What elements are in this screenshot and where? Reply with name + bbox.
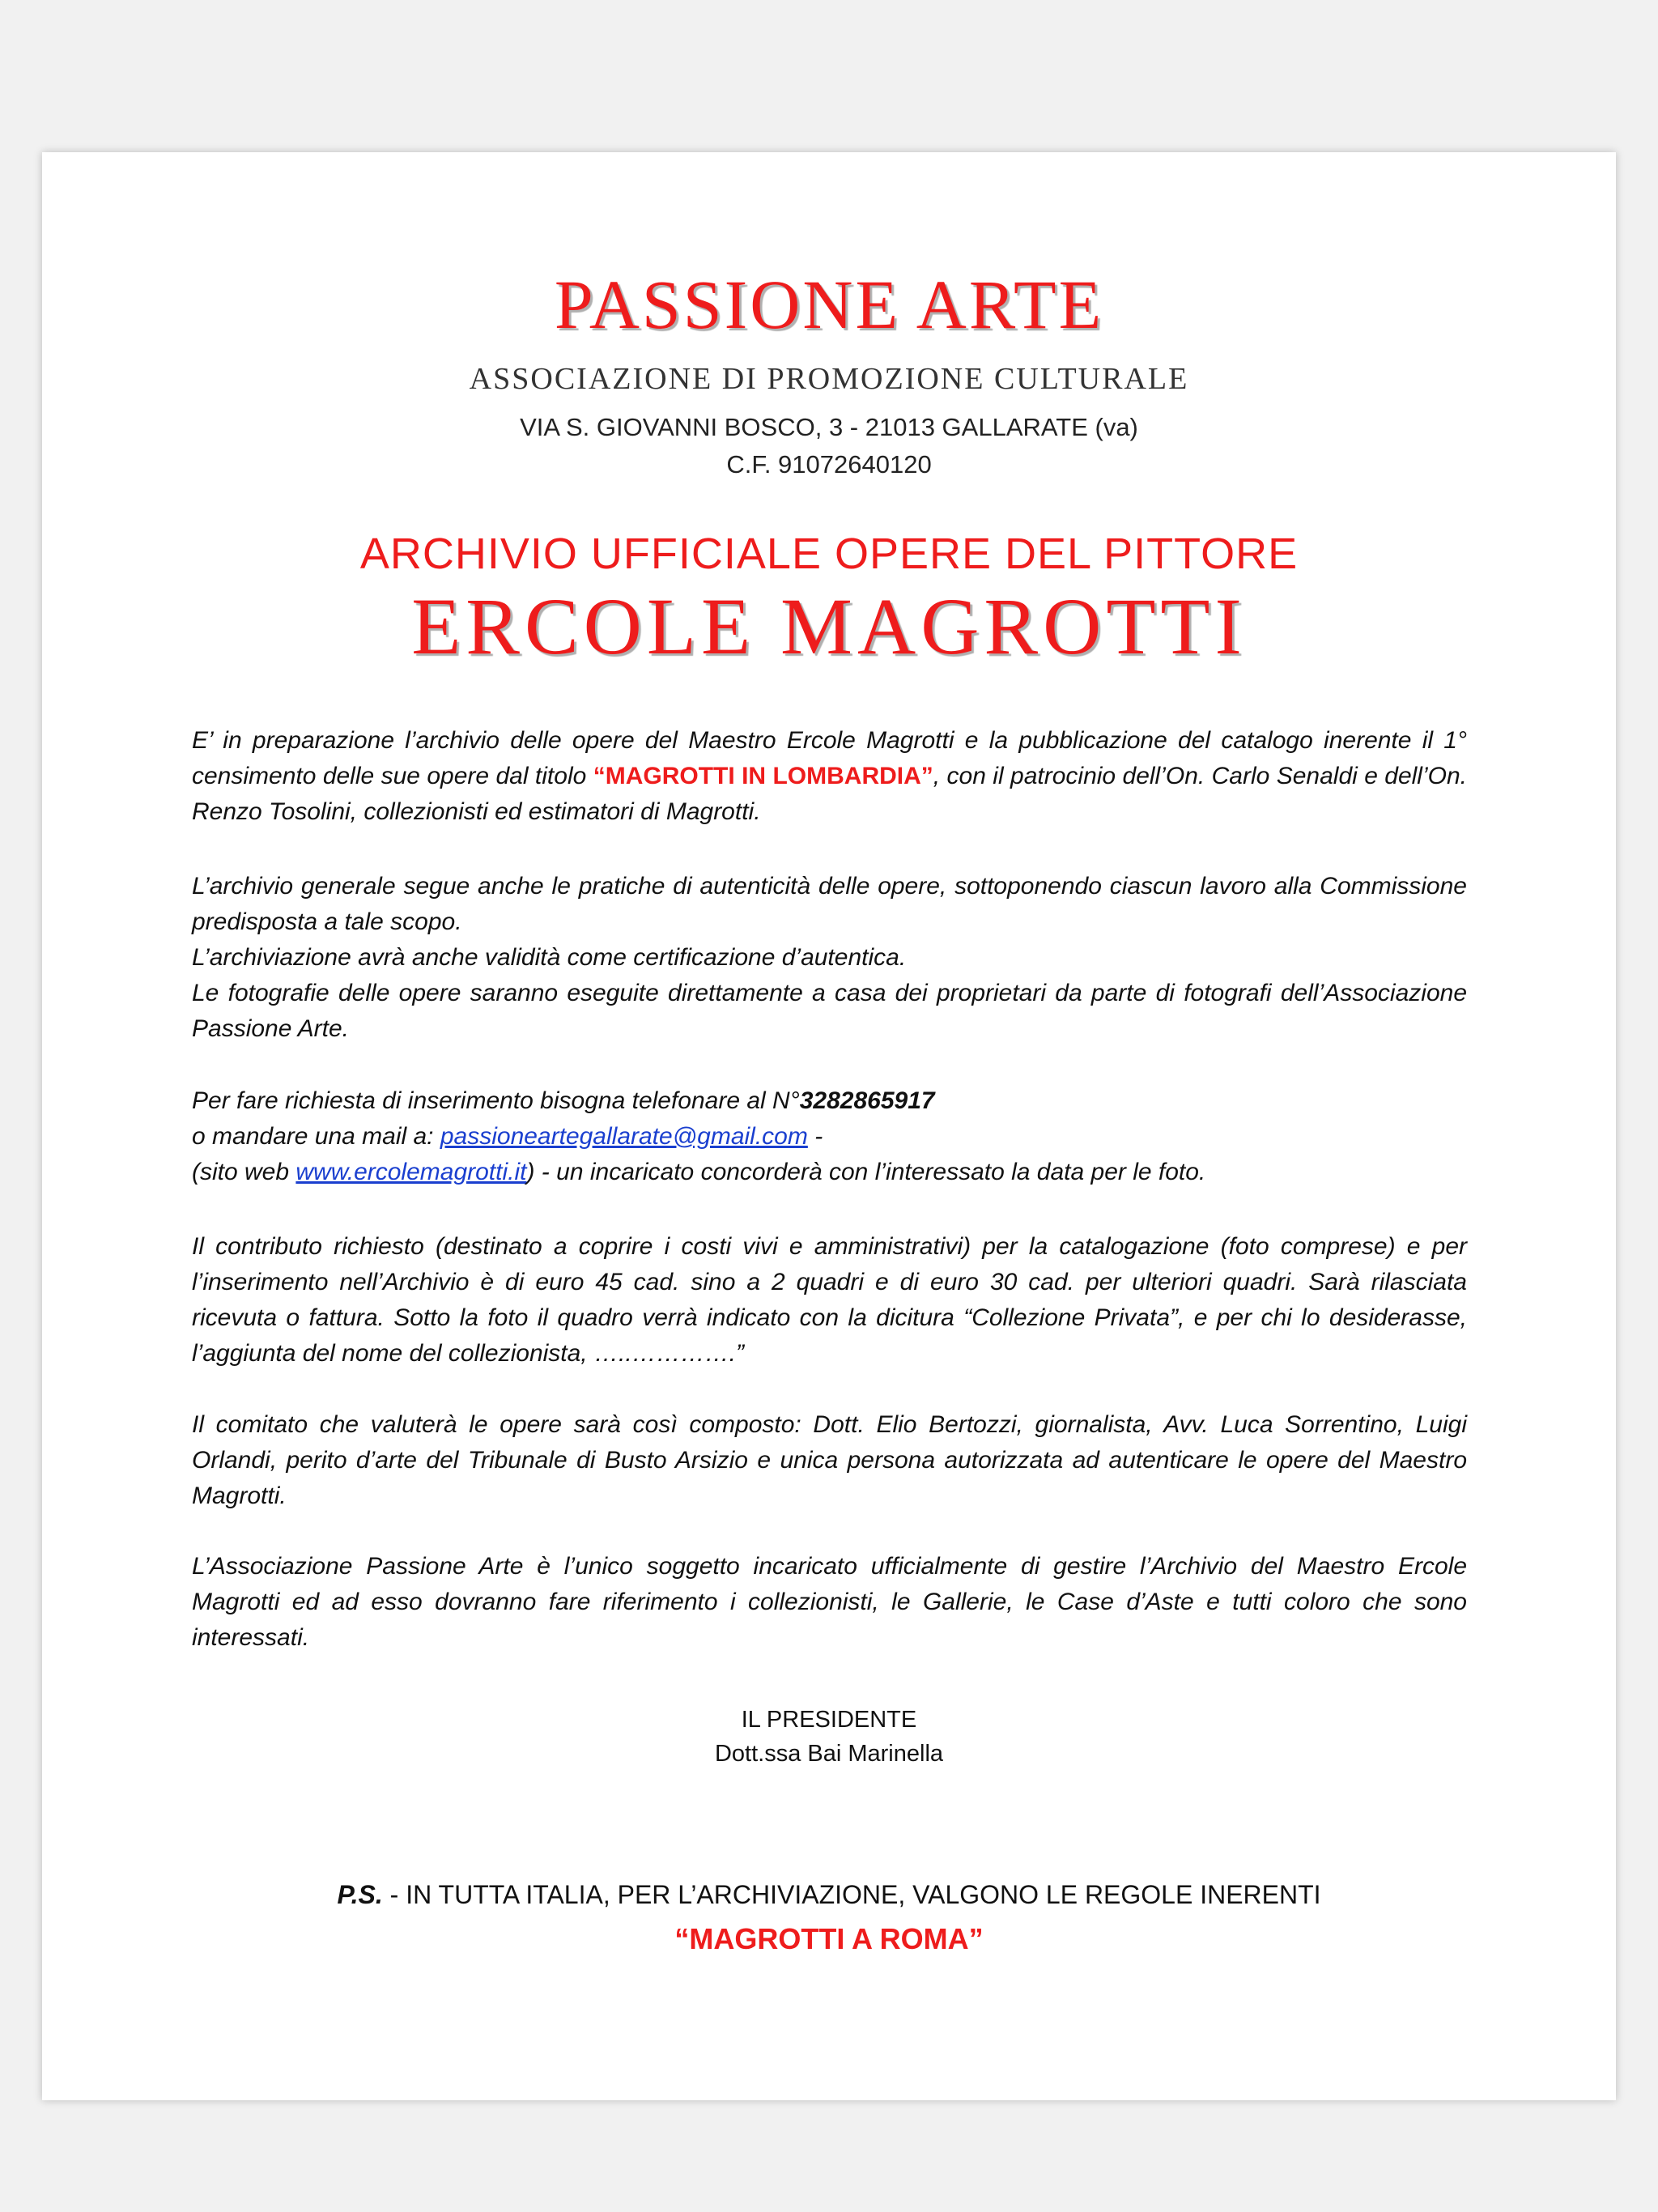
intro-text-a: E’ in preparazione l’archivio delle opere del Maestro Ercole Magrotti e la pubblicazione del catalogo inerente il 1° censimento delle sue opere dal titolo xyxy=(192,727,1467,789)
artist-name: ERCOLE MAGROTTI xyxy=(411,581,1247,671)
org-subtitle: ASSOCIAZIONE DI PROMOZIONE CULTURALE xyxy=(469,362,1189,396)
postscript-highlight: “MAGROTTI A ROMA” xyxy=(674,1922,984,1955)
postscript-label: P.S. xyxy=(337,1880,383,1909)
org-address: VIA S. GIOVANNI BOSCO, 3 - 21013 GALLARATE (va) xyxy=(520,413,1138,441)
website-after: ) - un incaricato concorderà con l’interessato la data per le foto. xyxy=(526,1159,1206,1185)
postscript xyxy=(42,1880,1616,1910)
phone-label: Per fare richiesta di inserimento bisogna telefonare al N° xyxy=(192,1087,800,1114)
postscript-text: - IN TUTTA ITALIA, PER L’ARCHIVIAZIONE, VALGONO LE REGOLE INERENTI xyxy=(382,1880,1321,1909)
email-link[interactable]: passioneartegallarate@gmail.com xyxy=(440,1123,808,1150)
mail-after: - xyxy=(807,1123,823,1150)
catalog-title: “MAGROTTI IN LOMBARDIA” xyxy=(593,763,933,789)
archive-title: ARCHIVIO UFFICIALE OPERE DEL PITTORE xyxy=(359,530,1299,578)
archive-line-1: L’archivio generale segue anche le pratiche di autenticità delle opere, sottoponendo ciascun lavoro alla Commissione predisposta a tale scopo. xyxy=(192,873,1467,935)
paragraph-committee xyxy=(192,1407,1467,1514)
paragraph-contacts xyxy=(192,1083,1467,1190)
signature-name: Dott.ssa Bai Marinella xyxy=(714,1741,944,1767)
org-name: PASSIONE ARTE xyxy=(554,266,1104,343)
paragraph-intro xyxy=(192,723,1467,830)
archive-line-3: Le fotografie delle opere saranno eseguite direttamente a casa dei proprietari da parte di fotografi dell’Associazione Passione Arte. xyxy=(192,980,1467,1042)
signature-role: IL PRESIDENTE xyxy=(741,1707,917,1733)
paragraph-fees xyxy=(192,1229,1467,1372)
phone-number: 3282865917 xyxy=(799,1087,935,1114)
fees-text: Il contributo richiesto (destinato a coprire i costi vivi e amministrativi) per la catalogazione (foto comprese) e per l’inserimento nell’Archivio è di euro 45 cad. sino a 2 quadri e di euro 30 cad. per ulteriori quadri. Sarà rilasciata ricevuta o fattura. Sotto la foto il quadro verrà indicato con la dicitura “Collezione Privata”, e per chi lo desiderasse, l’aggiunta del nome del collezionista, …..………….” xyxy=(192,1233,1467,1367)
association-text: L’Associazione Passione Arte è l’unico soggetto incaricato ufficialmente di gestire l’Archivio del Maestro Ercole Magrotti ed ad esso dovranno fare riferimento i collezionisti, le Gallerie, le Case d’Aste e tutti coloro che sono interessati. xyxy=(192,1553,1467,1651)
org-tax-code: C.F. 91072640120 xyxy=(726,450,932,479)
committee-text: Il comitato che valuterà le opere sarà così composto: Dott. Elio Bertozzi, giornalista, Avv. Luca Sorrentino, Luigi Orlandi, perito d’arte del Tribunale di Busto Arsizio e unica persona autorizzata ad autenticare le opere del Maestro Magrotti. xyxy=(192,1411,1467,1509)
intro-text-b: , con il patrocinio dell’On. Carlo Senaldi e dell’On. Renzo Tosolini, collezionisti ed estimatori di Magrotti. xyxy=(192,763,1467,825)
document-page xyxy=(42,152,1616,2100)
archive-line-2: L’archiviazione avrà anche validità come certificazione d’autentica. xyxy=(192,944,907,971)
website-link[interactable]: www.ercolemagrotti.it xyxy=(295,1159,527,1185)
paragraph-archive xyxy=(192,869,1467,1047)
mail-label: o mandare una mail a: xyxy=(192,1123,440,1150)
website-label: (sito web xyxy=(192,1159,296,1185)
paragraph-association xyxy=(192,1549,1467,1656)
